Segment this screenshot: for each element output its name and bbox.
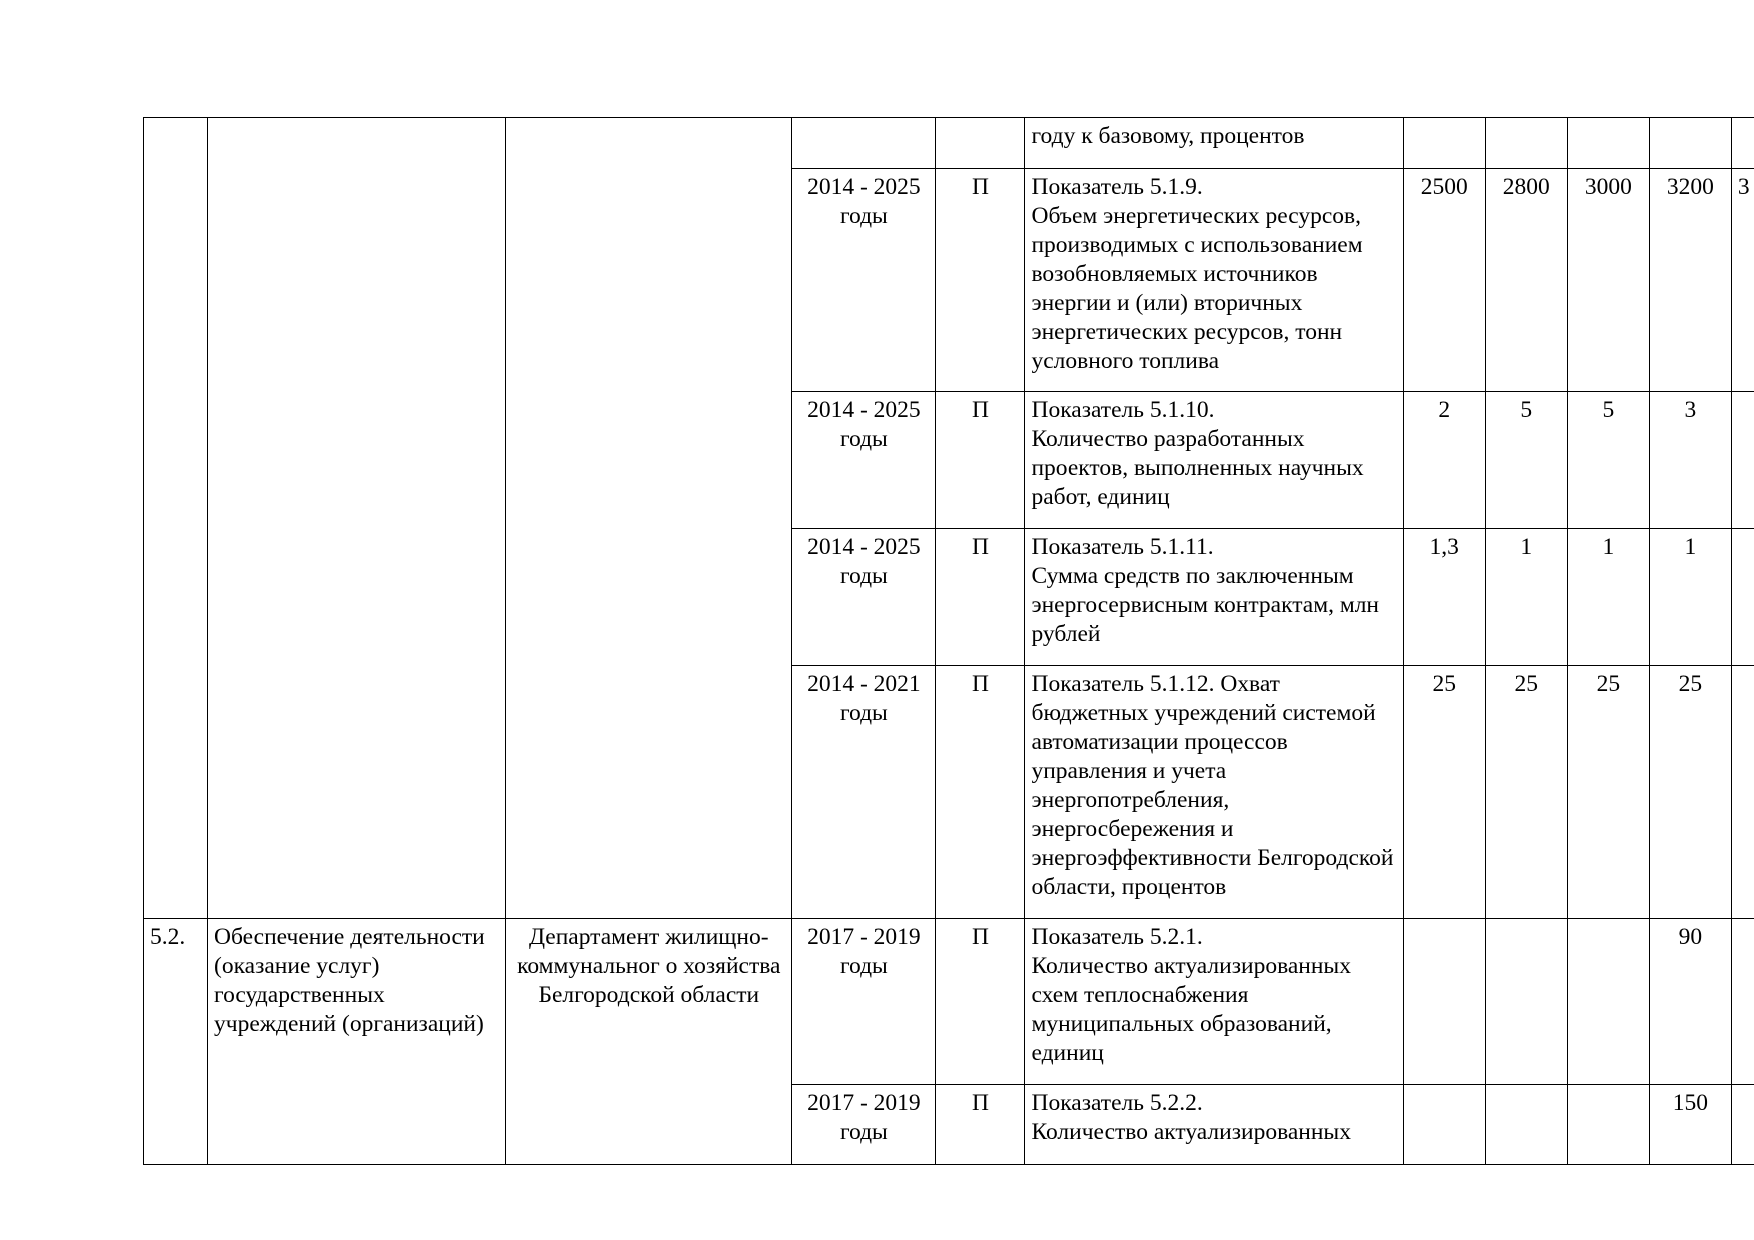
value-cell: 3 <box>1731 169 1754 392</box>
value-cell: 2800 <box>1485 169 1567 392</box>
value-cell: 1 <box>1485 529 1567 666</box>
value-cell <box>1403 1085 1485 1165</box>
executor-cell <box>506 118 792 919</box>
value-cell <box>1731 392 1754 529</box>
num-cell: 5.2. <box>144 919 208 1165</box>
value-cell: 90 <box>1649 919 1731 1085</box>
period-cell: 2014 - 2025 годы <box>792 392 936 529</box>
value-cell <box>1485 919 1567 1085</box>
value-cell: 3200 <box>1649 169 1731 392</box>
type-cell: П <box>936 169 1025 392</box>
value-cell <box>1567 919 1649 1085</box>
value-cell: 1,3 <box>1403 529 1485 666</box>
value-cell: 3000 <box>1567 169 1649 392</box>
type-cell: П <box>936 1085 1025 1165</box>
indicator-cell: Показатель 5.1.9. Объем энергетических ресурсов, производимых с использованием возобновляемых источников энергии и (или) вторичных энергетических ресурсов, тонн условного топлива <box>1025 169 1403 392</box>
type-cell <box>936 118 1025 169</box>
value-cell <box>1567 118 1649 169</box>
value-cell: 150 <box>1649 1085 1731 1165</box>
value-cell: 25 <box>1649 666 1731 919</box>
name-cell: Обеспечение деятельности (оказание услуг) государственных учреждений (организаций) <box>208 919 506 1165</box>
period-cell <box>792 118 936 169</box>
indicator-cell: году к базовому, процентов <box>1025 118 1403 169</box>
indicators-table <box>143 117 1754 1165</box>
indicator-cell: Показатель 5.2.1. Количество актуализированных схем теплоснабжения муниципальных образований, единиц <box>1025 919 1403 1085</box>
value-cell: 25 <box>1403 666 1485 919</box>
type-cell: П <box>936 529 1025 666</box>
table-row <box>144 919 1754 1085</box>
value-cell <box>1731 529 1754 666</box>
value-cell: 3 <box>1649 392 1731 529</box>
value-cell: 2 <box>1403 392 1485 529</box>
period-cell: 2014 - 2025 годы <box>792 169 936 392</box>
type-cell: П <box>936 392 1025 529</box>
value-cell <box>1567 1085 1649 1165</box>
indicator-cell: Показатель 5.1.11. Сумма средств по заключенным энергосервисным контрактам, млн рублей <box>1025 529 1403 666</box>
value-cell <box>1485 118 1567 169</box>
value-cell: 25 <box>1567 666 1649 919</box>
period-cell: 2017 - 2019 годы <box>792 919 936 1085</box>
value-cell <box>1403 118 1485 169</box>
value-cell: 25 <box>1485 666 1567 919</box>
name-cell <box>208 118 506 919</box>
period-cell: 2014 - 2025 годы <box>792 529 936 666</box>
indicator-cell: Показатель 5.1.12. Охват бюджетных учреждений системой автоматизации процессов управления и учета энергопотребления, энергосбережения и энергоэффективности Белгородской области, процентов <box>1025 666 1403 919</box>
value-cell: 1 <box>1567 529 1649 666</box>
period-cell: 2014 - 2021 годы <box>792 666 936 919</box>
value-cell <box>1649 118 1731 169</box>
type-cell: П <box>936 919 1025 1085</box>
executor-cell: Департамент жилищно-коммунальног о хозяйства Белгородской области <box>506 919 792 1165</box>
value-cell: 5 <box>1485 392 1567 529</box>
indicator-cell: Показатель 5.2.2. Количество актуализированных <box>1025 1085 1403 1165</box>
table-row <box>144 118 1754 169</box>
value-cell <box>1731 1085 1754 1165</box>
value-cell <box>1731 118 1754 169</box>
value-cell: 2500 <box>1403 169 1485 392</box>
value-cell <box>1485 1085 1567 1165</box>
type-cell: П <box>936 666 1025 919</box>
value-cell <box>1731 666 1754 919</box>
period-cell: 2017 - 2019 годы <box>792 1085 936 1165</box>
value-cell <box>1731 919 1754 1085</box>
value-cell: 5 <box>1567 392 1649 529</box>
value-cell <box>1403 919 1485 1085</box>
indicator-cell: Показатель 5.1.10. Количество разработанных проектов, выполненных научных работ, единиц <box>1025 392 1403 529</box>
value-cell: 1 <box>1649 529 1731 666</box>
num-cell <box>144 118 208 919</box>
